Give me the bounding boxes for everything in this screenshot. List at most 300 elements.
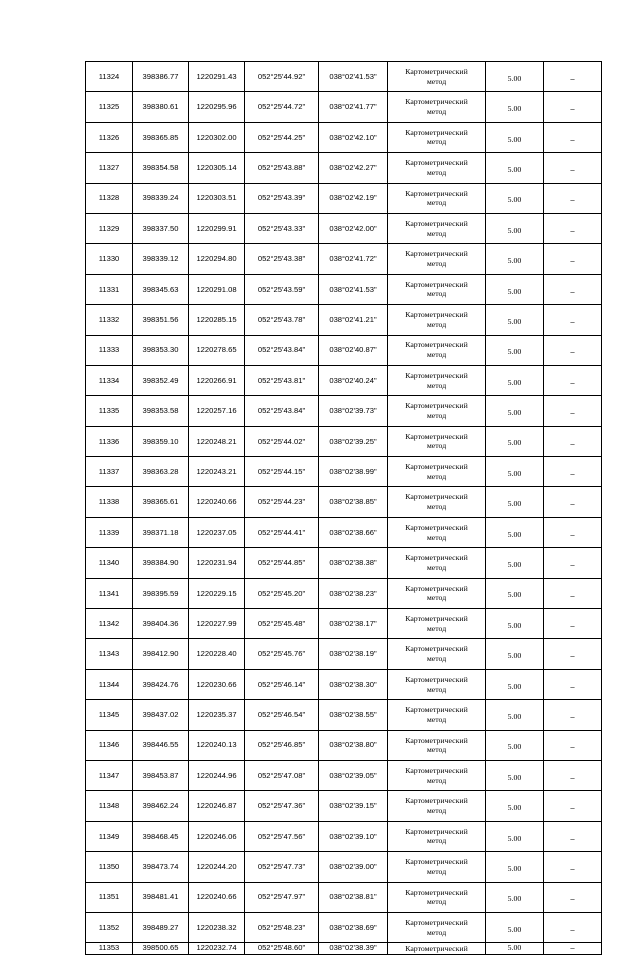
method-line-2: метод xyxy=(426,532,447,542)
point-number-cell: 11342 xyxy=(86,609,133,639)
note-cell: – xyxy=(544,700,602,730)
longitude-cell: 038°02'39.00" xyxy=(319,852,388,882)
latitude-cell: 052°25'45.48" xyxy=(245,609,319,639)
table-row xyxy=(86,517,602,547)
note-cell: – xyxy=(544,669,602,699)
method-line-2: метод xyxy=(426,259,447,269)
method-line-2: метод xyxy=(426,319,447,329)
note-cell: – xyxy=(544,457,602,487)
method-cell xyxy=(388,760,486,790)
point-number-cell: 11326 xyxy=(86,122,133,152)
method-cell xyxy=(388,548,486,578)
longitude-cell: 038°02'41.53" xyxy=(319,274,388,304)
table-row xyxy=(86,396,602,426)
x-coordinate-cell: 398462.24 xyxy=(133,791,189,821)
method-cell xyxy=(388,852,486,882)
x-coordinate-cell: 398386.77 xyxy=(133,62,189,92)
point-number-cell: 11325 xyxy=(86,92,133,122)
note-cell: – xyxy=(544,882,602,912)
accuracy-cell: 5.00 xyxy=(486,730,544,760)
method-line-1: Картометрический xyxy=(405,944,468,954)
method-line-2: метод xyxy=(426,684,447,694)
y-coordinate-cell: 1220291.08 xyxy=(189,274,245,304)
method-line-2: метод xyxy=(426,167,447,177)
latitude-cell: 052°25'43.88" xyxy=(245,153,319,183)
method-line-1: Картометрический xyxy=(405,218,468,228)
note-cell: – xyxy=(544,912,602,942)
point-number-cell: 11328 xyxy=(86,183,133,213)
method-line-1: Картометрический xyxy=(405,401,468,411)
x-coordinate-cell: 398424.76 xyxy=(133,669,189,699)
y-coordinate-cell: 1220235.37 xyxy=(189,700,245,730)
method-cell xyxy=(388,305,486,335)
method-line-2: метод xyxy=(426,897,447,907)
y-coordinate-cell: 1220232.74 xyxy=(189,943,245,955)
y-coordinate-cell: 1220291.43 xyxy=(189,62,245,92)
x-coordinate-cell: 398365.61 xyxy=(133,487,189,517)
x-coordinate-cell: 398395.59 xyxy=(133,578,189,608)
method-line-1: Картометрический xyxy=(405,158,468,168)
method-line-1: Картометрический xyxy=(405,887,468,897)
x-coordinate-cell: 398339.12 xyxy=(133,244,189,274)
accuracy-cell: 5.00 xyxy=(486,852,544,882)
method-line-2: метод xyxy=(426,410,447,420)
y-coordinate-cell: 1220294.80 xyxy=(189,244,245,274)
note-cell: – xyxy=(544,852,602,882)
method-cell xyxy=(388,700,486,730)
table-row xyxy=(86,244,602,274)
latitude-cell: 052°25'43.84" xyxy=(245,396,319,426)
method-cell xyxy=(388,730,486,760)
y-coordinate-cell: 1220244.20 xyxy=(189,852,245,882)
x-coordinate-cell: 398384.90 xyxy=(133,548,189,578)
method-line-1: Картометрический xyxy=(405,613,468,623)
latitude-cell: 052°25'43.38" xyxy=(245,244,319,274)
accuracy-cell: 5.00 xyxy=(486,517,544,547)
latitude-cell: 052°25'47.36" xyxy=(245,791,319,821)
latitude-cell: 052°25'47.08" xyxy=(245,760,319,790)
method-line-1: Картометрический xyxy=(405,583,468,593)
x-coordinate-cell: 398359.10 xyxy=(133,426,189,456)
method-cell xyxy=(388,517,486,547)
longitude-cell: 038°02'39.73" xyxy=(319,396,388,426)
accuracy-cell: 5.00 xyxy=(486,609,544,639)
method-line-1: Картометрический xyxy=(405,310,468,320)
accuracy-cell: 5.00 xyxy=(486,335,544,365)
y-coordinate-cell: 1220243.21 xyxy=(189,457,245,487)
method-line-1: Картометрический xyxy=(405,674,468,684)
longitude-cell: 038°02'38.30" xyxy=(319,669,388,699)
latitude-cell: 052°25'43.39" xyxy=(245,183,319,213)
point-number-cell: 11333 xyxy=(86,335,133,365)
y-coordinate-cell: 1220278.65 xyxy=(189,335,245,365)
point-number-cell: 11353 xyxy=(86,943,133,955)
longitude-cell: 038°02'42.00" xyxy=(319,213,388,243)
point-number-cell: 11343 xyxy=(86,639,133,669)
x-coordinate-cell: 398352.49 xyxy=(133,365,189,395)
table-row xyxy=(86,791,602,821)
method-line-2: метод xyxy=(426,745,447,755)
table-row xyxy=(86,760,602,790)
y-coordinate-cell: 1220248.21 xyxy=(189,426,245,456)
latitude-cell: 052°25'43.84" xyxy=(245,335,319,365)
x-coordinate-cell: 398365.85 xyxy=(133,122,189,152)
accuracy-cell: 5.00 xyxy=(486,457,544,487)
accuracy-cell: 5.00 xyxy=(486,912,544,942)
y-coordinate-cell: 1220246.06 xyxy=(189,821,245,851)
point-number-cell: 11351 xyxy=(86,882,133,912)
method-line-2: метод xyxy=(426,471,447,481)
y-coordinate-cell: 1220228.40 xyxy=(189,639,245,669)
table-row xyxy=(86,700,602,730)
y-coordinate-cell: 1220240.66 xyxy=(189,487,245,517)
method-cell xyxy=(388,183,486,213)
method-cell xyxy=(388,578,486,608)
x-coordinate-cell: 398404.36 xyxy=(133,609,189,639)
method-line-1: Картометрический xyxy=(405,127,468,137)
method-line-2: метод xyxy=(426,350,447,360)
method-cell xyxy=(388,62,486,92)
latitude-cell: 052°25'44.23" xyxy=(245,487,319,517)
method-cell xyxy=(388,213,486,243)
method-line-2: метод xyxy=(426,76,447,86)
note-cell: – xyxy=(544,274,602,304)
table-row xyxy=(86,62,602,92)
y-coordinate-cell: 1220257.16 xyxy=(189,396,245,426)
method-cell xyxy=(388,791,486,821)
table-row xyxy=(86,609,602,639)
x-coordinate-cell: 398437.02 xyxy=(133,700,189,730)
longitude-cell: 038°02'41.53" xyxy=(319,62,388,92)
method-line-2: метод xyxy=(426,562,447,572)
note-cell: – xyxy=(544,730,602,760)
method-line-2: метод xyxy=(426,137,447,147)
latitude-cell: 052°25'44.25" xyxy=(245,122,319,152)
method-line-1: Картометрический xyxy=(405,431,468,441)
x-coordinate-cell: 398500.65 xyxy=(133,943,189,955)
table-row xyxy=(86,852,602,882)
x-coordinate-cell: 398481.41 xyxy=(133,882,189,912)
point-number-cell: 11345 xyxy=(86,700,133,730)
method-line-2: метод xyxy=(426,228,447,238)
point-number-cell: 11352 xyxy=(86,912,133,942)
method-line-1: Картометрический xyxy=(405,97,468,107)
note-cell: – xyxy=(544,548,602,578)
method-line-2: метод xyxy=(426,289,447,299)
table-row xyxy=(86,821,602,851)
x-coordinate-cell: 398351.56 xyxy=(133,305,189,335)
longitude-cell: 038°02'41.21" xyxy=(319,305,388,335)
latitude-cell: 052°25'44.72" xyxy=(245,92,319,122)
method-cell xyxy=(388,487,486,517)
accuracy-cell: 5.00 xyxy=(486,548,544,578)
note-cell: – xyxy=(544,517,602,547)
method-line-1: Картометрический xyxy=(405,857,468,867)
method-cell xyxy=(388,274,486,304)
method-cell xyxy=(388,365,486,395)
point-number-cell: 11337 xyxy=(86,457,133,487)
longitude-cell: 038°02'38.23" xyxy=(319,578,388,608)
point-number-cell: 11335 xyxy=(86,396,133,426)
longitude-cell: 038°02'42.27" xyxy=(319,153,388,183)
latitude-cell: 052°25'44.85" xyxy=(245,548,319,578)
method-cell xyxy=(388,153,486,183)
method-line-1: Картометрический xyxy=(405,370,468,380)
latitude-cell: 052°25'44.02" xyxy=(245,426,319,456)
method-line-2: метод xyxy=(426,198,447,208)
longitude-cell: 038°02'40.24" xyxy=(319,365,388,395)
note-cell: – xyxy=(544,244,602,274)
note-cell: – xyxy=(544,760,602,790)
table-row xyxy=(86,669,602,699)
method-line-1: Картометрический xyxy=(405,917,468,927)
x-coordinate-cell: 398380.61 xyxy=(133,92,189,122)
note-cell: – xyxy=(544,335,602,365)
x-coordinate-cell: 398353.58 xyxy=(133,396,189,426)
x-coordinate-cell: 398337.50 xyxy=(133,213,189,243)
latitude-cell: 052°25'45.76" xyxy=(245,639,319,669)
method-line-1: Картометрический xyxy=(405,462,468,472)
method-line-2: метод xyxy=(426,836,447,846)
point-number-cell: 11348 xyxy=(86,791,133,821)
method-cell xyxy=(388,335,486,365)
method-line-2: метод xyxy=(426,654,447,664)
table-row xyxy=(86,213,602,243)
method-cell xyxy=(388,669,486,699)
method-cell xyxy=(388,943,486,955)
method-line-1: Картометрический xyxy=(405,735,468,745)
table-row xyxy=(86,487,602,517)
note-cell: – xyxy=(544,396,602,426)
method-line-2: метод xyxy=(426,380,447,390)
method-line-1: Картометрический xyxy=(405,644,468,654)
longitude-cell: 038°02'38.17" xyxy=(319,609,388,639)
accuracy-cell: 5.00 xyxy=(486,882,544,912)
table-row xyxy=(86,274,602,304)
point-number-cell: 11324 xyxy=(86,62,133,92)
point-number-cell: 11340 xyxy=(86,548,133,578)
method-line-1: Картометрический xyxy=(405,553,468,563)
point-number-cell: 11332 xyxy=(86,305,133,335)
point-number-cell: 11327 xyxy=(86,153,133,183)
latitude-cell: 052°25'43.33" xyxy=(245,213,319,243)
table-row xyxy=(86,153,602,183)
table-row xyxy=(86,335,602,365)
method-line-2: метод xyxy=(426,714,447,724)
method-line-2: метод xyxy=(426,441,447,451)
accuracy-cell: 5.00 xyxy=(486,213,544,243)
note-cell: – xyxy=(544,487,602,517)
accuracy-cell: 5.00 xyxy=(486,244,544,274)
accuracy-cell: 5.00 xyxy=(486,639,544,669)
method-line-2: метод xyxy=(426,927,447,937)
accuracy-cell: 5.00 xyxy=(486,700,544,730)
accuracy-cell: 5.00 xyxy=(486,821,544,851)
y-coordinate-cell: 1220295.96 xyxy=(189,92,245,122)
y-coordinate-cell: 1220299.91 xyxy=(189,213,245,243)
note-cell: – xyxy=(544,578,602,608)
longitude-cell: 038°02'42.10" xyxy=(319,122,388,152)
latitude-cell: 052°25'45.20" xyxy=(245,578,319,608)
method-line-2: метод xyxy=(426,502,447,512)
table-row xyxy=(86,639,602,669)
method-cell xyxy=(388,457,486,487)
note-cell: – xyxy=(544,426,602,456)
x-coordinate-cell: 398371.18 xyxy=(133,517,189,547)
point-number-cell: 11346 xyxy=(86,730,133,760)
longitude-cell: 038°02'39.15" xyxy=(319,791,388,821)
latitude-cell: 052°25'46.14" xyxy=(245,669,319,699)
accuracy-cell: 5.00 xyxy=(486,426,544,456)
x-coordinate-cell: 398363.28 xyxy=(133,457,189,487)
accuracy-cell: 5.00 xyxy=(486,791,544,821)
method-cell xyxy=(388,821,486,851)
point-number-cell: 11338 xyxy=(86,487,133,517)
longitude-cell: 038°02'38.69" xyxy=(319,912,388,942)
method-line-2: метод xyxy=(426,593,447,603)
accuracy-cell: 5.00 xyxy=(486,305,544,335)
method-line-1: Картометрический xyxy=(405,826,468,836)
method-cell xyxy=(388,426,486,456)
accuracy-cell: 5.00 xyxy=(486,578,544,608)
coordinates-table xyxy=(85,61,602,955)
y-coordinate-cell: 1220244.96 xyxy=(189,760,245,790)
method-line-2: метод xyxy=(426,775,447,785)
y-coordinate-cell: 1220237.05 xyxy=(189,517,245,547)
longitude-cell: 038°02'40.87" xyxy=(319,335,388,365)
accuracy-cell: 5.00 xyxy=(486,396,544,426)
table-row xyxy=(86,122,602,152)
table-row xyxy=(86,92,602,122)
note-cell: – xyxy=(544,153,602,183)
method-line-1: Картометрический xyxy=(405,340,468,350)
x-coordinate-cell: 398489.27 xyxy=(133,912,189,942)
method-line-1: Картометрический xyxy=(405,249,468,259)
x-coordinate-cell: 398412.90 xyxy=(133,639,189,669)
y-coordinate-cell: 1220231.94 xyxy=(189,548,245,578)
table-row xyxy=(86,730,602,760)
table-row xyxy=(86,183,602,213)
point-number-cell: 11350 xyxy=(86,852,133,882)
y-coordinate-cell: 1220240.66 xyxy=(189,882,245,912)
latitude-cell: 052°25'44.15" xyxy=(245,457,319,487)
method-cell xyxy=(388,882,486,912)
longitude-cell: 038°02'38.55" xyxy=(319,700,388,730)
latitude-cell: 052°25'44.92" xyxy=(245,62,319,92)
longitude-cell: 038°02'41.72" xyxy=(319,244,388,274)
accuracy-cell: 5.00 xyxy=(486,365,544,395)
longitude-cell: 038°02'39.10" xyxy=(319,821,388,851)
point-number-cell: 11339 xyxy=(86,517,133,547)
latitude-cell: 052°25'47.73" xyxy=(245,852,319,882)
note-cell: – xyxy=(544,183,602,213)
point-number-cell: 11341 xyxy=(86,578,133,608)
latitude-cell: 052°25'46.54" xyxy=(245,700,319,730)
point-number-cell: 11329 xyxy=(86,213,133,243)
latitude-cell: 052°25'47.56" xyxy=(245,821,319,851)
longitude-cell: 038°02'41.77" xyxy=(319,92,388,122)
method-cell xyxy=(388,609,486,639)
x-coordinate-cell: 398345.63 xyxy=(133,274,189,304)
method-cell xyxy=(388,396,486,426)
y-coordinate-cell: 1220303.51 xyxy=(189,183,245,213)
latitude-cell: 052°25'44.41" xyxy=(245,517,319,547)
accuracy-cell: 5.00 xyxy=(486,274,544,304)
accuracy-cell: 5.00 xyxy=(486,183,544,213)
y-coordinate-cell: 1220266.91 xyxy=(189,365,245,395)
note-cell: – xyxy=(544,92,602,122)
method-line-1: Картометрический xyxy=(405,522,468,532)
table-row xyxy=(86,548,602,578)
point-number-cell: 11336 xyxy=(86,426,133,456)
note-cell: – xyxy=(544,821,602,851)
accuracy-cell: 5.00 xyxy=(486,943,544,955)
x-coordinate-cell: 398339.24 xyxy=(133,183,189,213)
longitude-cell: 038°02'38.99" xyxy=(319,457,388,487)
accuracy-cell: 5.00 xyxy=(486,122,544,152)
note-cell: – xyxy=(544,791,602,821)
note-cell: – xyxy=(544,609,602,639)
x-coordinate-cell: 398446.55 xyxy=(133,730,189,760)
longitude-cell: 038°02'42.19" xyxy=(319,183,388,213)
method-line-1: Картометрический xyxy=(405,765,468,775)
y-coordinate-cell: 1220229.15 xyxy=(189,578,245,608)
method-cell xyxy=(388,639,486,669)
latitude-cell: 052°25'43.81" xyxy=(245,365,319,395)
point-number-cell: 11347 xyxy=(86,760,133,790)
point-number-cell: 11344 xyxy=(86,669,133,699)
latitude-cell: 052°25'43.78" xyxy=(245,305,319,335)
accuracy-cell: 5.00 xyxy=(486,760,544,790)
y-coordinate-cell: 1220305.14 xyxy=(189,153,245,183)
note-cell: – xyxy=(544,943,602,955)
table-row xyxy=(86,882,602,912)
table-row xyxy=(86,943,602,955)
longitude-cell: 038°02'38.81" xyxy=(319,882,388,912)
accuracy-cell: 5.00 xyxy=(486,62,544,92)
x-coordinate-cell: 398353.30 xyxy=(133,335,189,365)
longitude-cell: 038°02'38.19" xyxy=(319,639,388,669)
x-coordinate-cell: 398473.74 xyxy=(133,852,189,882)
accuracy-cell: 5.00 xyxy=(486,92,544,122)
method-cell xyxy=(388,244,486,274)
y-coordinate-cell: 1220238.32 xyxy=(189,912,245,942)
table-row xyxy=(86,426,602,456)
longitude-cell: 038°02'38.66" xyxy=(319,517,388,547)
y-coordinate-cell: 1220240.13 xyxy=(189,730,245,760)
accuracy-cell: 5.00 xyxy=(486,153,544,183)
y-coordinate-cell: 1220302.00 xyxy=(189,122,245,152)
y-coordinate-cell: 1220285.15 xyxy=(189,305,245,335)
method-line-1: Картометрический xyxy=(405,279,468,289)
note-cell: – xyxy=(544,365,602,395)
table-row xyxy=(86,457,602,487)
latitude-cell: 052°25'46.85" xyxy=(245,730,319,760)
point-number-cell: 11330 xyxy=(86,244,133,274)
accuracy-cell: 5.00 xyxy=(486,487,544,517)
point-number-cell: 11331 xyxy=(86,274,133,304)
longitude-cell: 038°02'38.80" xyxy=(319,730,388,760)
point-number-cell: 11349 xyxy=(86,821,133,851)
y-coordinate-cell: 1220227.99 xyxy=(189,609,245,639)
note-cell: – xyxy=(544,213,602,243)
note-cell: – xyxy=(544,639,602,669)
longitude-cell: 038°02'39.05" xyxy=(319,760,388,790)
note-cell: – xyxy=(544,305,602,335)
latitude-cell: 052°25'48.60" xyxy=(245,943,319,955)
longitude-cell: 038°02'38.38" xyxy=(319,548,388,578)
accuracy-cell: 5.00 xyxy=(486,669,544,699)
